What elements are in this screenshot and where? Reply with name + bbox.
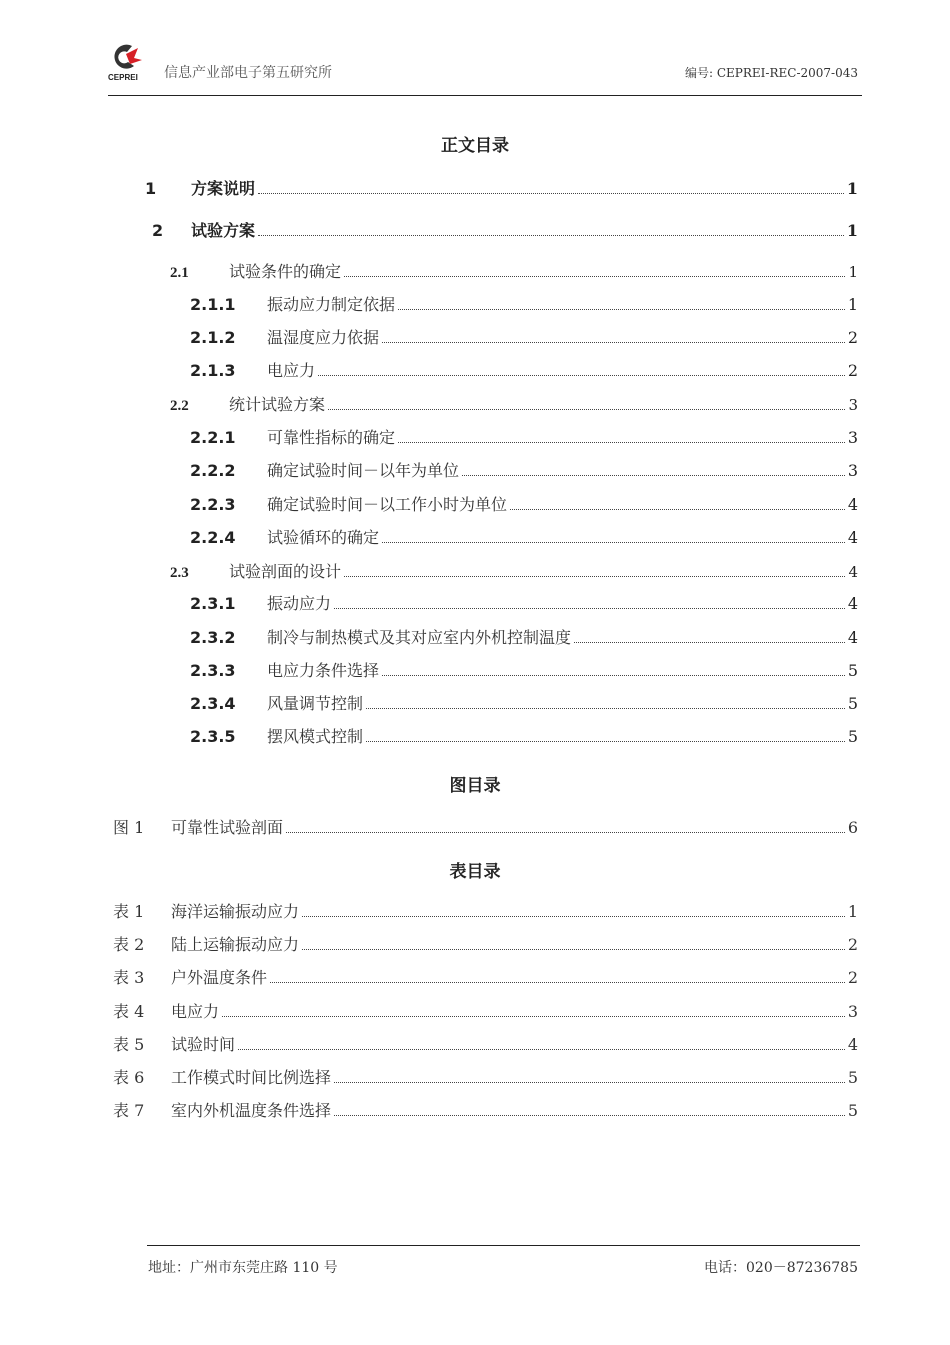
dot-leader <box>270 981 845 983</box>
table-entry-number: 表 2 <box>113 935 145 954</box>
toc-entry-2-1-2[interactable] <box>190 325 858 349</box>
table-entry-6[interactable] <box>113 1065 858 1089</box>
dot-leader <box>258 234 844 236</box>
table-entry-page: 3 <box>847 1002 858 1021</box>
table-entry-text: 室内外机温度条件选择 <box>171 1101 332 1120</box>
toc-entry-text: 可靠性指标的确定 <box>267 428 396 447</box>
toc-entry-number: 2.1 <box>170 265 189 281</box>
figure-entry-1[interactable] <box>113 815 858 839</box>
toc-entry-2-1[interactable] <box>170 259 858 283</box>
dot-leader <box>382 541 845 543</box>
toc-entry-text: 试验条件的确定 <box>229 262 342 281</box>
tables-title: 表目录 <box>449 862 501 882</box>
table-entry-5[interactable] <box>113 1032 858 1056</box>
toc-entry-2-3-1[interactable] <box>190 591 858 615</box>
toc-entry-text: 方案说明 <box>191 179 256 198</box>
toc-entry-2-2[interactable] <box>170 392 858 416</box>
dot-leader <box>334 1114 845 1116</box>
toc-entry-2-3[interactable] <box>170 559 858 583</box>
toc-entry-2-1-3[interactable] <box>190 358 858 382</box>
dot-leader <box>222 1015 845 1017</box>
toc-entry-page: 4 <box>847 594 858 613</box>
table-entry-4[interactable] <box>113 999 858 1023</box>
toc-entry-2-3-3[interactable] <box>190 658 858 682</box>
ceprei-logo <box>108 40 148 82</box>
table-entry-text: 电应力 <box>171 1002 220 1021</box>
toc-entry-2-3-4[interactable] <box>190 691 858 715</box>
dot-leader <box>462 474 845 476</box>
toc-entry-text: 制冷与制热模式及其对应室内外机控制温度 <box>267 628 572 647</box>
figure-entry-number: 图 1 <box>113 818 145 837</box>
table-entry-text: 海洋运输振动应力 <box>171 902 300 921</box>
toc-entry-number: 2.1.3 <box>190 361 236 380</box>
toc-entry-page: 5 <box>847 694 858 713</box>
toc-entry-number: 1 <box>145 179 157 198</box>
header-divider <box>108 95 862 96</box>
toc-entry-number: 2.3.2 <box>190 628 236 647</box>
toc-entry-number: 2 <box>152 221 164 240</box>
dot-leader <box>344 575 845 577</box>
table-entry-2[interactable] <box>113 932 858 956</box>
table-entry-page: 4 <box>847 1035 858 1054</box>
toc-entry-text: 振动应力 <box>267 594 332 613</box>
toc-entry-text: 振动应力制定依据 <box>267 295 396 314</box>
toc-entry-2-2-1[interactable] <box>190 425 858 449</box>
toc-entry-page: 1 <box>846 179 858 198</box>
table-entry-number: 表 5 <box>113 1035 145 1054</box>
toc-entry-1[interactable] <box>145 176 858 200</box>
toc-title: 正文目录 <box>441 136 509 156</box>
toc-entry-page: 2 <box>847 361 858 380</box>
figure-entry-text: 可靠性试验剖面 <box>171 818 284 837</box>
toc-entry-2[interactable] <box>152 218 858 242</box>
toc-entry-2-3-5[interactable] <box>190 724 858 748</box>
dot-leader <box>334 607 845 609</box>
toc-entry-text: 统计试验方案 <box>229 395 326 414</box>
toc-entry-text: 确定试验时间－以工作小时为单位 <box>267 495 508 514</box>
toc-entry-number: 2.3.3 <box>190 661 236 680</box>
footer-divider <box>147 1245 860 1246</box>
dot-leader <box>238 1048 845 1050</box>
dot-leader <box>302 948 845 950</box>
toc-entry-number: 2.1.1 <box>190 295 236 314</box>
toc-entry-page: 5 <box>847 661 858 680</box>
toc-entry-number: 2.3.4 <box>190 694 236 713</box>
figure-entry-page: 6 <box>847 818 858 837</box>
toc-entry-text: 摆风模式控制 <box>267 727 364 746</box>
table-entry-number: 表 4 <box>113 1002 145 1021</box>
toc-entry-number: 2.2.2 <box>190 461 236 480</box>
table-entry-text: 试验时间 <box>171 1035 236 1054</box>
table-entry-number: 表 7 <box>113 1101 145 1120</box>
dot-leader <box>344 275 845 277</box>
toc-entry-number: 2.3 <box>170 565 189 581</box>
dot-leader <box>318 374 845 376</box>
dot-leader <box>302 915 845 917</box>
figures-title: 图目录 <box>449 776 501 796</box>
header-organization: 信息产业部电子第五研究所 <box>164 65 332 81</box>
toc-entry-number: 2.2.3 <box>190 495 236 514</box>
toc-entry-number: 2.2.4 <box>190 528 236 547</box>
toc-entry-text: 风量调节控制 <box>267 694 364 713</box>
toc-entry-page: 3 <box>848 396 858 414</box>
toc-entry-page: 3 <box>847 461 858 480</box>
svg-text:CEPREI: CEPREI <box>108 73 138 82</box>
table-entry-page: 5 <box>847 1101 858 1120</box>
table-entry-page: 2 <box>847 935 858 954</box>
toc-entry-text: 试验循环的确定 <box>267 528 380 547</box>
table-entry-page: 2 <box>847 968 858 987</box>
toc-entry-2-2-3[interactable] <box>190 492 858 516</box>
toc-entry-text: 确定试验时间－以年为单位 <box>267 461 460 480</box>
table-entry-page: 1 <box>847 902 858 921</box>
table-entry-number: 表 3 <box>113 968 145 987</box>
table-entry-3[interactable] <box>113 965 858 989</box>
table-entry-1[interactable] <box>113 899 858 923</box>
dot-leader <box>334 1081 845 1083</box>
dot-leader <box>366 707 845 709</box>
toc-entry-page: 1 <box>847 295 858 314</box>
toc-entry-2-2-2[interactable] <box>190 458 858 482</box>
toc-entry-number: 2.2.1 <box>190 428 236 447</box>
table-entry-text: 工作模式时间比例选择 <box>171 1068 332 1087</box>
toc-entry-text: 试验剖面的设计 <box>229 562 342 581</box>
dot-leader <box>286 831 845 833</box>
toc-entry-page: 4 <box>847 528 858 547</box>
dot-leader <box>328 408 845 410</box>
footer-address: 地址：广州市东莞庄路 110 号 <box>148 1260 338 1276</box>
table-entry-number: 表 1 <box>113 902 145 921</box>
footer-phone: 电话：020－87236785 <box>704 1260 858 1276</box>
toc-entry-page: 5 <box>847 727 858 746</box>
toc-entry-text: 电应力 <box>267 361 316 380</box>
table-entry-number: 表 6 <box>113 1068 145 1087</box>
toc-entry-page: 4 <box>847 495 858 514</box>
dot-leader <box>382 341 845 343</box>
toc-entry-number: 2.3.1 <box>190 594 236 613</box>
toc-entry-page: 4 <box>847 628 858 647</box>
toc-entry-2-1-1[interactable] <box>190 292 858 316</box>
toc-entry-page: 3 <box>847 428 858 447</box>
toc-entry-page: 1 <box>848 263 858 281</box>
dot-leader <box>382 674 845 676</box>
table-entry-text: 陆上运输振动应力 <box>171 935 300 954</box>
dot-leader <box>366 740 845 742</box>
toc-entry-text: 试验方案 <box>191 221 256 240</box>
toc-entry-number: 2.1.2 <box>190 328 236 347</box>
dot-leader <box>258 192 844 194</box>
toc-entry-number: 2.3.5 <box>190 727 236 746</box>
table-entry-text: 户外温度条件 <box>171 968 268 987</box>
toc-entry-text: 电应力条件选择 <box>267 661 380 680</box>
table-entry-7[interactable] <box>113 1098 858 1122</box>
toc-entry-number: 2.2 <box>170 398 189 414</box>
table-entry-page: 5 <box>847 1068 858 1087</box>
toc-entry-page: 2 <box>847 328 858 347</box>
dot-leader <box>398 441 845 443</box>
toc-entry-page: 4 <box>848 563 858 581</box>
toc-entry-2-3-2[interactable] <box>190 625 858 649</box>
toc-entry-2-2-4[interactable] <box>190 525 858 549</box>
header-document-code: 编号: CEPREI-REC-2007-043 <box>685 66 858 80</box>
dot-leader <box>574 641 845 643</box>
toc-entry-text: 温湿度应力依据 <box>267 328 380 347</box>
toc-entry-page: 1 <box>846 221 858 240</box>
dot-leader <box>510 508 845 510</box>
dot-leader <box>398 308 845 310</box>
